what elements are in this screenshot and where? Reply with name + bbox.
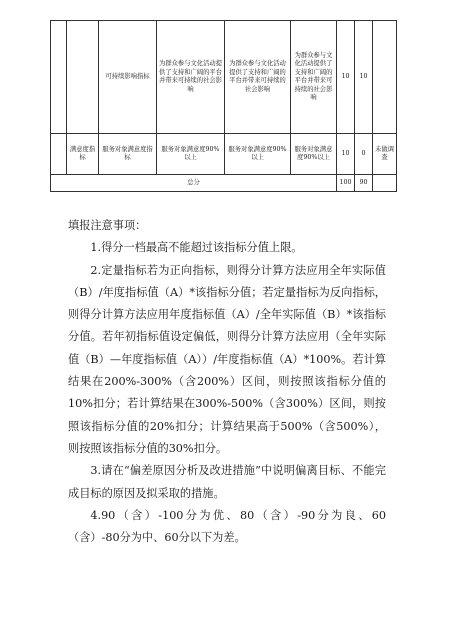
level1-cell — [51, 134, 67, 175]
description-cell: 服务对象满意度90%以上 — [157, 134, 225, 175]
performance-table — [50, 20, 397, 192]
full-score-cell: 10 — [337, 134, 355, 175]
target-cell: 为群众参与文化活动提供了支持和广阔的平台并带来可持续的社会影响 — [225, 21, 291, 134]
remark-cell — [373, 21, 397, 134]
indicator-cell: 服务对象满意度指标 — [99, 134, 157, 175]
actual-cell: 服务对象满意度90%以上 — [291, 134, 337, 175]
note-item: 1.得分一档最高不能超过该指标分值上限。 — [90, 241, 303, 255]
full-score-cell: 10 — [337, 21, 355, 134]
target-cell: 服务对象满意度90%以上 — [225, 134, 291, 175]
total-score-cell: 90 — [355, 175, 373, 192]
category-cell: 满意度指标 — [67, 134, 99, 175]
description-cell: 为群众参与文化活动提供了支持和广阔的平台并带来可持续的社会影响 — [157, 21, 225, 134]
filling-notes — [68, 215, 386, 549]
total-full-score-cell: 100 — [337, 175, 355, 192]
note-item: 4.90（含）-100分为优、80（含）-90分为良、60（含）-80分为中、60分以下为差。 — [68, 508, 386, 545]
table-row-total — [51, 175, 397, 192]
indicator-cell: 可持续影响指标 — [99, 21, 157, 134]
note-item: 3.请在“偏差原因分析及改进措施”中说明偏离目标、不能完成目标的原因及拟采取的措施。 — [68, 464, 386, 500]
total-label-cell: 总分 — [51, 175, 337, 192]
note-item: 2.定量指标若为正向指标，则得分计算方法应用全年实际值（B）/年度指标值（A）*该指标分值；若定量指标为反向指标，则得分计算方法应用年度指标值（A）/全年实际值（B）*该指标分值。若年初指标值设定偏低，则得分计算方法应用（全年实际值（B）—年度指标值（A））/年度指标值（A）*100%。若计算结果在200%-300%（含200%）区间，则按照该指标分值的10%扣分；若计算结果在300%-500%（含300%）区间，则按照该指标分值的20%扣分；计算结果高于500%（含500%），则按照该指标分值的30%扣分。 — [68, 263, 386, 455]
total-remark-cell — [373, 175, 397, 192]
notes-heading: 填报注意事项： — [68, 219, 147, 232]
table-row-satisfaction — [51, 134, 397, 175]
actual-cell: 为群众参与文化活动提供了支持和广阔的平台并带来可持续的社会影响 — [291, 21, 337, 134]
score-cell: 0 — [355, 134, 373, 175]
category-cell — [67, 21, 99, 134]
level1-cell — [51, 21, 67, 134]
remark-cell: 未做调查 — [373, 134, 397, 175]
score-cell: 10 — [355, 21, 373, 134]
table-row-sustainability — [51, 21, 397, 134]
